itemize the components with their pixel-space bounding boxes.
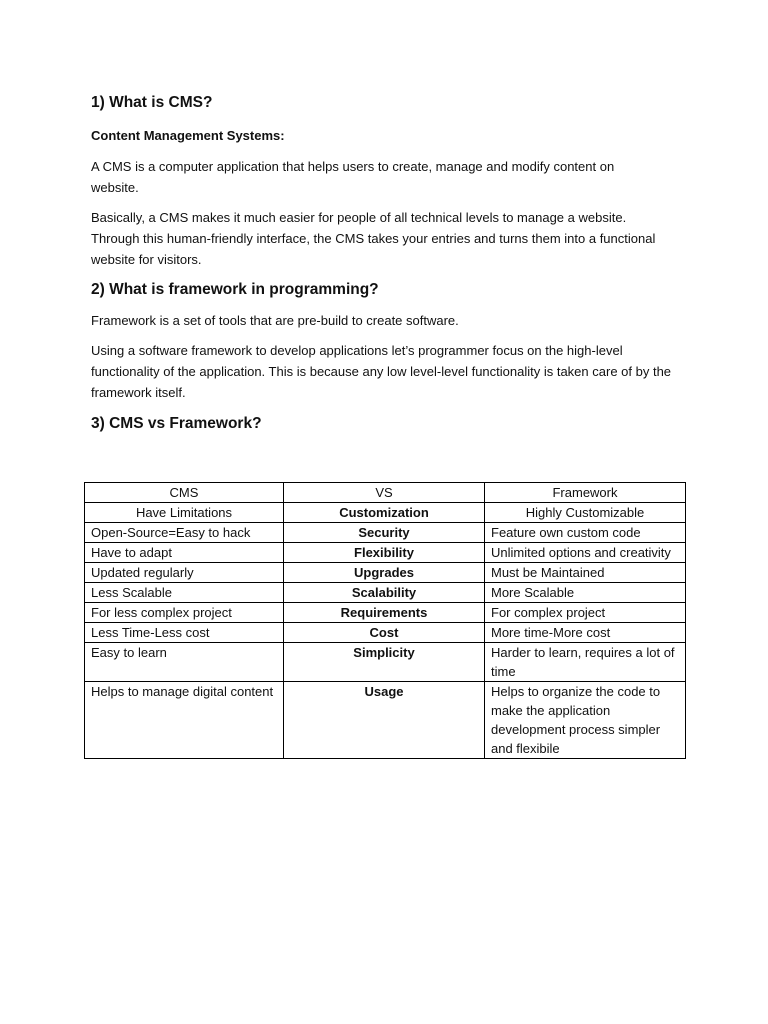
table-cell-framework: More Scalable [485, 583, 686, 603]
table-row [85, 523, 686, 543]
table-cell-criterion: Upgrades [284, 563, 485, 583]
table-cell-criterion: Usage [284, 682, 485, 759]
table-cell-cms: Have to adapt [85, 543, 284, 563]
table-row [85, 682, 686, 759]
table-cell-framework: Must be Maintained [485, 563, 686, 583]
table-cell-framework: For complex project [485, 603, 686, 623]
table-cell-criterion: Requirements [284, 603, 485, 623]
table-cell-cms: Less Scalable [85, 583, 284, 603]
table-cell-framework: Highly Customizable [485, 503, 686, 523]
table-cell-cms: For less complex project [85, 603, 284, 623]
table-cell-cms: Updated regularly [85, 563, 284, 583]
table-cell-framework: Unlimited options and creativity [485, 543, 686, 563]
table-row [85, 623, 686, 643]
paragraph-framework-definition: Framework is a set of tools that are pre-build to create software. [91, 313, 459, 328]
table-cell-framework: Feature own custom code [485, 523, 686, 543]
paragraph-framework-explanation: Using a software framework to develop applications let’s programmer focus on the high-level functionality of the application. This is because any low level-level functionality is taken care of by the framework itself. [91, 343, 672, 400]
table-cell-framework: More time-More cost [485, 623, 686, 643]
table-row [85, 563, 686, 583]
table-cell-criterion: Scalability [284, 583, 485, 603]
table-cell-criterion: Simplicity [284, 643, 485, 682]
table-row [85, 603, 686, 623]
table-cell-cms: Helps to manage digital content [85, 682, 284, 759]
table-header-framework: Framework [485, 483, 686, 503]
subheading-cms: Content Management Systems: [91, 128, 285, 143]
heading-what-is-cms: 1) What is CMS? [91, 94, 213, 111]
table-cell-framework: Harder to learn, requires a lot of time [485, 643, 686, 682]
table-row [85, 583, 686, 603]
table-cell-cms: Have Limitations [85, 503, 284, 523]
table-cell-cms: Less Time-Less cost [85, 623, 284, 643]
heading-what-is-framework: 2) What is framework in programming? [91, 281, 379, 298]
table-cell-criterion: Flexibility [284, 543, 485, 563]
table-cell-cms: Easy to learn [85, 643, 284, 682]
table-row [85, 503, 686, 523]
table-cell-criterion: Customization [284, 503, 485, 523]
table-header-vs: VS [284, 483, 485, 503]
table-row [85, 543, 686, 563]
table-cell-criterion: Cost [284, 623, 485, 643]
paragraph-cms-definition: A CMS is a computer application that helps users to create, manage and modify content on website. [91, 159, 615, 195]
table-row [85, 643, 686, 682]
paragraph-cms-explanation: Basically, a CMS makes it much easier for people of all technical levels to manage a website. Through this human-friendly interface, the CMS takes your entries and turns them into a functional website for visitors. [91, 210, 656, 267]
table-header-row [85, 483, 686, 503]
table-cell-cms: Open-Source=Easy to hack [85, 523, 284, 543]
heading-cms-vs-framework: 3) CMS vs Framework? [91, 415, 262, 432]
comparison-table [84, 482, 686, 759]
table-header-cms: CMS [85, 483, 284, 503]
document-body [91, 92, 691, 435]
table-cell-framework: Helps to organize the code to make the application development process simpler and flexibile [485, 682, 686, 759]
table-cell-criterion: Security [284, 523, 485, 543]
